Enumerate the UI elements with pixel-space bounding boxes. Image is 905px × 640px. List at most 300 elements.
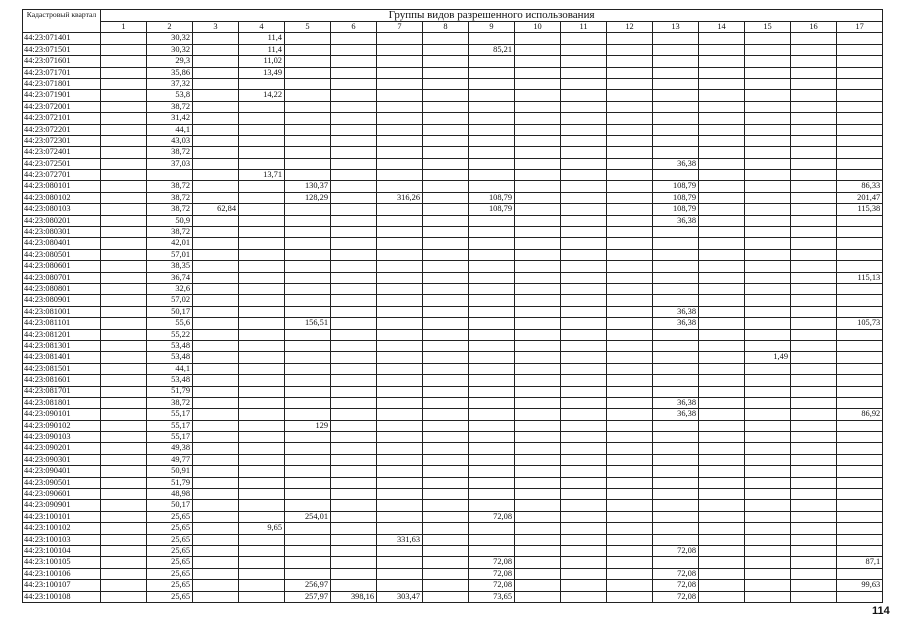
value-cell bbox=[607, 283, 653, 294]
value-cell bbox=[331, 397, 377, 408]
value-cell bbox=[285, 545, 331, 556]
value-cell bbox=[607, 397, 653, 408]
value-cell bbox=[469, 420, 515, 431]
value-cell: 108,79 bbox=[469, 204, 515, 215]
value-cell bbox=[607, 477, 653, 488]
value-cell bbox=[423, 204, 469, 215]
value-cell bbox=[423, 56, 469, 67]
cadastral-code-cell: 44:23:081201 bbox=[23, 329, 101, 340]
value-cell bbox=[653, 147, 699, 158]
value-cell bbox=[745, 44, 791, 55]
value-cell bbox=[699, 215, 745, 226]
value-cell bbox=[193, 489, 239, 500]
value-cell bbox=[331, 158, 377, 169]
value-cell bbox=[607, 511, 653, 522]
value-cell bbox=[469, 318, 515, 329]
value-cell bbox=[423, 443, 469, 454]
value-cell bbox=[239, 489, 285, 500]
value-cell bbox=[101, 432, 147, 443]
value-cell bbox=[791, 409, 837, 420]
value-cell bbox=[101, 568, 147, 579]
value-cell bbox=[377, 261, 423, 272]
value-cell bbox=[745, 295, 791, 306]
value-cell bbox=[239, 397, 285, 408]
table-row bbox=[23, 227, 883, 238]
value-cell bbox=[423, 295, 469, 306]
value-cell bbox=[423, 158, 469, 169]
value-cell: 53,48 bbox=[147, 375, 193, 386]
value-cell bbox=[515, 272, 561, 283]
value-cell bbox=[837, 227, 883, 238]
value-cell bbox=[607, 261, 653, 272]
cadastral-quarter-header: Кадастровый квартал bbox=[23, 10, 101, 33]
land-use-table bbox=[22, 9, 883, 603]
value-cell bbox=[285, 295, 331, 306]
value-cell bbox=[423, 340, 469, 351]
value-cell bbox=[193, 192, 239, 203]
value-cell: 53,48 bbox=[147, 352, 193, 363]
value-cell bbox=[653, 432, 699, 443]
value-cell bbox=[331, 113, 377, 124]
value-cell: 11,02 bbox=[239, 56, 285, 67]
value-cell bbox=[101, 158, 147, 169]
value-cell: 38,72 bbox=[147, 227, 193, 238]
value-cell bbox=[193, 340, 239, 351]
value-cell bbox=[469, 147, 515, 158]
value-cell bbox=[377, 580, 423, 591]
value-cell bbox=[837, 78, 883, 89]
value-cell bbox=[699, 238, 745, 249]
value-cell bbox=[331, 101, 377, 112]
value-cell bbox=[331, 557, 377, 568]
value-cell bbox=[653, 340, 699, 351]
value-cell bbox=[791, 568, 837, 579]
value-cell bbox=[285, 352, 331, 363]
value-cell bbox=[791, 523, 837, 534]
value-cell bbox=[653, 238, 699, 249]
value-cell bbox=[653, 511, 699, 522]
value-cell bbox=[791, 363, 837, 374]
value-cell bbox=[469, 67, 515, 78]
value-cell bbox=[285, 454, 331, 465]
value-cell bbox=[193, 511, 239, 522]
value-cell: 38,72 bbox=[147, 147, 193, 158]
value-cell bbox=[101, 67, 147, 78]
value-cell: 57,01 bbox=[147, 249, 193, 260]
value-cell bbox=[837, 340, 883, 351]
value-cell bbox=[607, 489, 653, 500]
column-number-header: 13 bbox=[653, 22, 699, 33]
table-row bbox=[23, 67, 883, 78]
value-cell: 48,98 bbox=[147, 489, 193, 500]
value-cell bbox=[101, 147, 147, 158]
value-cell bbox=[239, 454, 285, 465]
value-cell bbox=[331, 420, 377, 431]
value-cell bbox=[515, 238, 561, 249]
header-row-columns bbox=[23, 22, 883, 33]
value-cell bbox=[101, 56, 147, 67]
value-cell bbox=[101, 534, 147, 545]
value-cell bbox=[239, 78, 285, 89]
value-cell bbox=[285, 204, 331, 215]
value-cell bbox=[515, 204, 561, 215]
value-cell bbox=[331, 215, 377, 226]
value-cell bbox=[193, 215, 239, 226]
value-cell bbox=[745, 170, 791, 181]
value-cell bbox=[377, 477, 423, 488]
value-cell bbox=[791, 340, 837, 351]
value-cell bbox=[193, 386, 239, 397]
value-cell bbox=[745, 215, 791, 226]
value-cell bbox=[607, 181, 653, 192]
value-cell bbox=[745, 340, 791, 351]
value-cell: 55,22 bbox=[147, 329, 193, 340]
value-cell bbox=[515, 352, 561, 363]
value-cell bbox=[699, 409, 745, 420]
value-cell bbox=[561, 192, 607, 203]
value-cell bbox=[515, 78, 561, 89]
column-number-header: 10 bbox=[515, 22, 561, 33]
value-cell bbox=[699, 170, 745, 181]
value-cell bbox=[239, 101, 285, 112]
value-cell bbox=[745, 283, 791, 294]
value-cell bbox=[515, 420, 561, 431]
value-cell: 86,92 bbox=[837, 409, 883, 420]
value-cell bbox=[469, 33, 515, 44]
value-cell: 37,03 bbox=[147, 158, 193, 169]
cadastral-code-cell: 44:23:081701 bbox=[23, 386, 101, 397]
value-cell bbox=[285, 215, 331, 226]
value-cell bbox=[745, 420, 791, 431]
value-cell bbox=[423, 78, 469, 89]
value-cell bbox=[423, 489, 469, 500]
value-cell: 25,65 bbox=[147, 534, 193, 545]
value-cell bbox=[377, 466, 423, 477]
value-cell bbox=[745, 135, 791, 146]
value-cell: 50,9 bbox=[147, 215, 193, 226]
value-cell bbox=[791, 192, 837, 203]
value-cell bbox=[745, 375, 791, 386]
value-cell bbox=[193, 363, 239, 374]
value-cell bbox=[515, 375, 561, 386]
value-cell bbox=[745, 329, 791, 340]
value-cell bbox=[837, 397, 883, 408]
value-cell bbox=[469, 443, 515, 454]
value-cell bbox=[561, 158, 607, 169]
table-row bbox=[23, 397, 883, 408]
value-cell bbox=[193, 591, 239, 602]
value-cell bbox=[515, 192, 561, 203]
value-cell bbox=[239, 500, 285, 511]
value-cell bbox=[837, 158, 883, 169]
value-cell bbox=[791, 432, 837, 443]
value-cell bbox=[791, 90, 837, 101]
value-cell bbox=[607, 135, 653, 146]
value-cell bbox=[377, 238, 423, 249]
value-cell: 38,72 bbox=[147, 101, 193, 112]
table-row bbox=[23, 90, 883, 101]
value-cell bbox=[653, 272, 699, 283]
value-cell: 316,26 bbox=[377, 192, 423, 203]
value-cell bbox=[745, 397, 791, 408]
value-cell bbox=[423, 500, 469, 511]
table-row bbox=[23, 466, 883, 477]
value-cell bbox=[699, 375, 745, 386]
value-cell bbox=[331, 466, 377, 477]
value-cell: 25,65 bbox=[147, 523, 193, 534]
value-cell bbox=[331, 352, 377, 363]
value-cell: 72,08 bbox=[653, 545, 699, 556]
value-cell bbox=[561, 443, 607, 454]
value-cell: 25,65 bbox=[147, 545, 193, 556]
value-cell bbox=[653, 78, 699, 89]
value-cell bbox=[561, 363, 607, 374]
value-cell bbox=[423, 135, 469, 146]
cadastral-code-cell: 44:23:072501 bbox=[23, 158, 101, 169]
value-cell bbox=[101, 397, 147, 408]
value-cell bbox=[469, 135, 515, 146]
value-cell bbox=[423, 568, 469, 579]
table-row bbox=[23, 557, 883, 568]
value-cell: 31,42 bbox=[147, 113, 193, 124]
table-row bbox=[23, 124, 883, 135]
value-cell bbox=[101, 249, 147, 260]
value-cell bbox=[745, 227, 791, 238]
value-cell bbox=[561, 511, 607, 522]
value-cell: 36,74 bbox=[147, 272, 193, 283]
value-cell bbox=[699, 272, 745, 283]
value-cell bbox=[791, 375, 837, 386]
value-cell bbox=[515, 113, 561, 124]
value-cell bbox=[607, 295, 653, 306]
value-cell bbox=[239, 124, 285, 135]
value-cell bbox=[101, 306, 147, 317]
value-cell: 72,08 bbox=[469, 568, 515, 579]
value-cell bbox=[469, 363, 515, 374]
value-cell bbox=[607, 466, 653, 477]
value-cell bbox=[791, 329, 837, 340]
cadastral-code-cell: 44:23:090101 bbox=[23, 409, 101, 420]
value-cell bbox=[791, 204, 837, 215]
value-cell bbox=[377, 329, 423, 340]
value-cell bbox=[745, 386, 791, 397]
value-cell bbox=[699, 489, 745, 500]
value-cell bbox=[377, 204, 423, 215]
column-number-header: 6 bbox=[331, 22, 377, 33]
value-cell bbox=[837, 283, 883, 294]
column-number-header: 15 bbox=[745, 22, 791, 33]
value-cell bbox=[607, 124, 653, 135]
value-cell bbox=[837, 238, 883, 249]
value-cell bbox=[745, 56, 791, 67]
value-cell bbox=[193, 454, 239, 465]
value-cell bbox=[469, 306, 515, 317]
value-cell bbox=[607, 534, 653, 545]
cadastral-code-cell: 44:23:072701 bbox=[23, 170, 101, 181]
value-cell bbox=[791, 158, 837, 169]
cadastral-code-cell: 44:23:072001 bbox=[23, 101, 101, 112]
value-cell bbox=[285, 466, 331, 477]
value-cell: 257,97 bbox=[285, 591, 331, 602]
value-cell bbox=[837, 534, 883, 545]
value-cell: 55,17 bbox=[147, 409, 193, 420]
value-cell bbox=[561, 33, 607, 44]
value-cell bbox=[193, 283, 239, 294]
value-cell bbox=[561, 204, 607, 215]
value-cell bbox=[101, 272, 147, 283]
value-cell: 35,86 bbox=[147, 67, 193, 78]
value-cell bbox=[607, 500, 653, 511]
value-cell bbox=[331, 238, 377, 249]
value-cell bbox=[239, 135, 285, 146]
value-cell bbox=[515, 432, 561, 443]
table-row bbox=[23, 113, 883, 124]
value-cell bbox=[561, 249, 607, 260]
value-cell bbox=[607, 591, 653, 602]
column-number-header: 1 bbox=[101, 22, 147, 33]
value-cell bbox=[561, 375, 607, 386]
value-cell bbox=[837, 386, 883, 397]
value-cell bbox=[607, 420, 653, 431]
value-cell bbox=[101, 340, 147, 351]
value-cell bbox=[561, 477, 607, 488]
value-cell: 331,63 bbox=[377, 534, 423, 545]
value-cell bbox=[791, 78, 837, 89]
value-cell bbox=[101, 557, 147, 568]
value-cell bbox=[699, 386, 745, 397]
value-cell bbox=[469, 454, 515, 465]
value-cell bbox=[745, 568, 791, 579]
value-cell bbox=[745, 409, 791, 420]
value-cell bbox=[469, 534, 515, 545]
header-row-groups bbox=[23, 10, 883, 22]
value-cell bbox=[239, 443, 285, 454]
groups-header: Группы видов разрешенного использования bbox=[101, 10, 883, 22]
value-cell bbox=[791, 318, 837, 329]
value-cell bbox=[285, 147, 331, 158]
value-cell bbox=[561, 78, 607, 89]
value-cell bbox=[699, 454, 745, 465]
value-cell: 36,38 bbox=[653, 318, 699, 329]
value-cell bbox=[285, 489, 331, 500]
value-cell bbox=[239, 591, 285, 602]
value-cell bbox=[515, 340, 561, 351]
value-cell bbox=[837, 466, 883, 477]
value-cell bbox=[515, 249, 561, 260]
value-cell bbox=[239, 386, 285, 397]
value-cell bbox=[653, 283, 699, 294]
value-cell bbox=[653, 329, 699, 340]
value-cell bbox=[653, 420, 699, 431]
value-cell bbox=[699, 33, 745, 44]
value-cell bbox=[331, 489, 377, 500]
value-cell bbox=[285, 409, 331, 420]
value-cell bbox=[285, 523, 331, 534]
value-cell bbox=[377, 158, 423, 169]
value-cell bbox=[561, 56, 607, 67]
cadastral-code-cell: 44:23:090501 bbox=[23, 477, 101, 488]
value-cell bbox=[193, 329, 239, 340]
value-cell: 32,6 bbox=[147, 283, 193, 294]
value-cell: 25,65 bbox=[147, 511, 193, 522]
cadastral-code-cell: 44:23:090102 bbox=[23, 420, 101, 431]
value-cell bbox=[561, 386, 607, 397]
value-cell bbox=[699, 90, 745, 101]
value-cell bbox=[837, 33, 883, 44]
table-header bbox=[23, 10, 883, 33]
table-row bbox=[23, 33, 883, 44]
value-cell bbox=[239, 192, 285, 203]
value-cell bbox=[745, 261, 791, 272]
value-cell bbox=[101, 591, 147, 602]
table-row bbox=[23, 78, 883, 89]
value-cell bbox=[699, 261, 745, 272]
value-cell bbox=[791, 500, 837, 511]
value-cell bbox=[515, 56, 561, 67]
value-cell bbox=[653, 466, 699, 477]
value-cell bbox=[469, 432, 515, 443]
value-cell bbox=[469, 101, 515, 112]
value-cell bbox=[745, 580, 791, 591]
cadastral-code-cell: 44:23:072401 bbox=[23, 147, 101, 158]
value-cell bbox=[699, 181, 745, 192]
value-cell bbox=[515, 568, 561, 579]
column-number-header: 17 bbox=[837, 22, 883, 33]
value-cell bbox=[377, 523, 423, 534]
value-cell bbox=[469, 261, 515, 272]
value-cell bbox=[377, 56, 423, 67]
value-cell bbox=[745, 113, 791, 124]
value-cell bbox=[239, 580, 285, 591]
value-cell bbox=[791, 545, 837, 556]
value-cell bbox=[837, 67, 883, 78]
value-cell bbox=[699, 545, 745, 556]
value-cell bbox=[469, 78, 515, 89]
value-cell bbox=[745, 545, 791, 556]
value-cell bbox=[193, 500, 239, 511]
value-cell bbox=[791, 386, 837, 397]
value-cell bbox=[699, 329, 745, 340]
value-cell bbox=[469, 466, 515, 477]
value-cell: 51,79 bbox=[147, 477, 193, 488]
value-cell bbox=[193, 147, 239, 158]
value-cell bbox=[239, 534, 285, 545]
value-cell bbox=[653, 500, 699, 511]
value-cell bbox=[377, 295, 423, 306]
value-cell bbox=[699, 295, 745, 306]
value-cell bbox=[239, 352, 285, 363]
value-cell bbox=[515, 215, 561, 226]
value-cell bbox=[239, 227, 285, 238]
value-cell bbox=[791, 454, 837, 465]
value-cell bbox=[469, 477, 515, 488]
value-cell bbox=[699, 340, 745, 351]
value-cell bbox=[101, 352, 147, 363]
value-cell bbox=[699, 591, 745, 602]
column-number-header: 8 bbox=[423, 22, 469, 33]
value-cell: 50,17 bbox=[147, 500, 193, 511]
value-cell bbox=[745, 500, 791, 511]
value-cell bbox=[515, 363, 561, 374]
value-cell bbox=[699, 500, 745, 511]
value-cell bbox=[285, 283, 331, 294]
cadastral-code-cell: 44:23:080201 bbox=[23, 215, 101, 226]
value-cell bbox=[469, 352, 515, 363]
value-cell: 38,72 bbox=[147, 397, 193, 408]
table-row bbox=[23, 477, 883, 488]
value-cell bbox=[239, 477, 285, 488]
value-cell bbox=[791, 113, 837, 124]
